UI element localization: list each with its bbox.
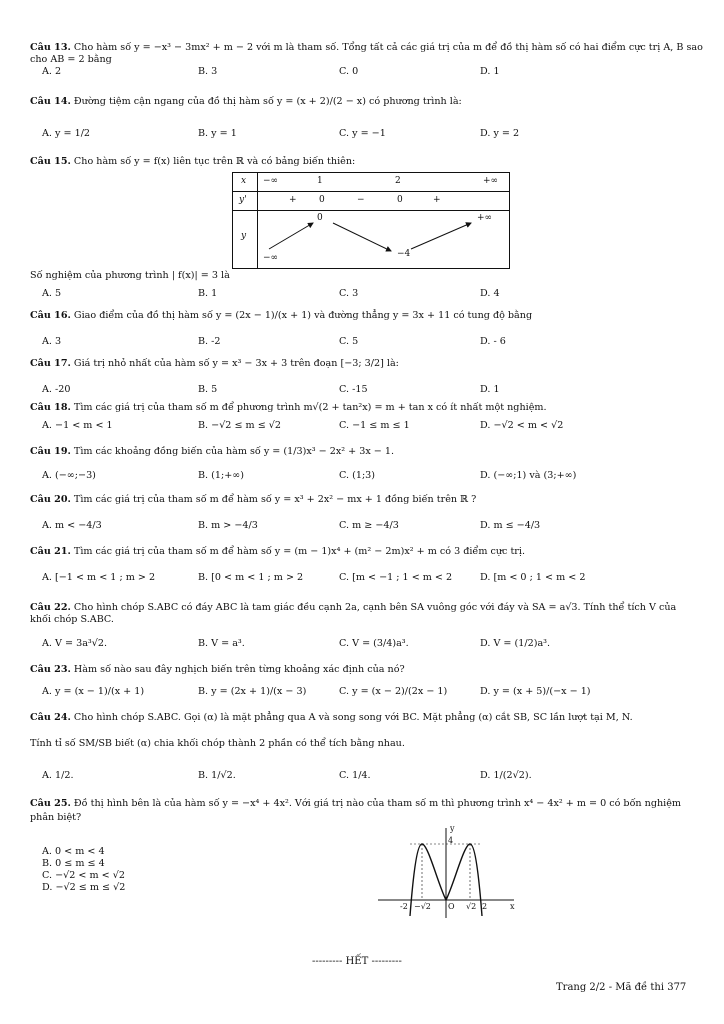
option-a: A. V = 3a³√2. [42, 638, 108, 649]
arrow-up [269, 223, 313, 249]
option-d: D. 1/(2√2). [480, 770, 532, 781]
option-d: D. 1 [480, 66, 500, 77]
function-graph [372, 824, 520, 920]
option-b: B. −√2 ≤ m ≤ √2 [198, 420, 281, 431]
arrow-down [333, 223, 391, 251]
table-y-value: −∞ [263, 253, 279, 263]
option-b: B. V = a³. [198, 638, 245, 649]
option-c: C. 5 [339, 336, 359, 347]
option-a: A. (−∞;−3) [42, 470, 96, 481]
option-c: C. y = (x − 2)/(2x − 1) [339, 686, 448, 697]
option-a: A. −1 < m < 1 [42, 420, 113, 431]
question-label: Câu 20. [30, 494, 71, 505]
table-sign: + [433, 195, 441, 205]
question-label: Câu 25. [30, 798, 71, 809]
option-b: B. 0 ≤ m ≤ 4 [42, 858, 105, 869]
question-13-cont [30, 54, 695, 66]
question-text: Đồ thị hình bên là của hàm số y = −x⁴ + 4x². Với giá trị nào của tham số m thì phương trình x⁴ − 4x² + m = 0 có bốn nghiệm [73, 798, 682, 809]
question-text: Đường tiệm cận ngang của đồ thị hàm số y = (x + 2)/(2 − x) có phương trình là: [73, 96, 462, 107]
table-sign: 0 [319, 195, 325, 205]
arrow-up [411, 223, 471, 249]
question-18 [30, 402, 695, 414]
option-a: A. -20 [42, 384, 71, 395]
option-c: C. 3 [339, 288, 359, 299]
question-label: Câu 13. [30, 42, 71, 53]
option-c: C. 0 [339, 66, 359, 77]
question-19 [30, 446, 695, 458]
question-text: Giá trị nhỏ nhất của hàm số y = x³ − 3x + 3 trên đoạn [−3; 3/2] là: [73, 358, 399, 369]
table-y-value: −4 [397, 249, 411, 259]
question-21 [30, 546, 695, 558]
table-arrows [233, 173, 509, 268]
option-a: A. 0 < m < 4 [42, 846, 105, 857]
option-c: C. −√2 < m < √2 [42, 870, 125, 881]
option-c: C. 1/4. [339, 770, 371, 781]
question-label: Câu 19. [30, 446, 71, 457]
option-c: C. -15 [339, 384, 368, 395]
option-b: B. m > −4/3 [198, 520, 258, 531]
option-d: D. (−∞;1) và (3;+∞) [480, 470, 577, 481]
page-number: Trang 2/2 - Mã đề thi 377 [556, 982, 687, 993]
question-label: Câu 18. [30, 402, 71, 413]
option-d: D. y = (x + 5)/(−x − 1) [480, 686, 591, 697]
x-tick: -2 [400, 902, 408, 911]
question-text: Tìm các giá trị của tham số m để hàm số y = x³ + 2x² − mx + 1 đồng biến trên ℝ ? [73, 494, 477, 505]
question-text: cho AB = 2 bằng [30, 54, 112, 65]
question-22 [30, 602, 695, 614]
question-16 [30, 310, 695, 322]
option-d: D. m ≤ −4/3 [480, 520, 541, 531]
table-x-value: 2 [395, 176, 401, 186]
question-24 [30, 712, 695, 724]
question-25 [30, 798, 695, 810]
option-c: C. [m < −1 ; 1 < m < 2 [339, 572, 453, 583]
option-c: C. y = −1 [339, 128, 386, 139]
question-label: Câu 16. [30, 310, 71, 321]
option-d: D. - 6 [480, 336, 506, 347]
x-tick: 2 [482, 902, 488, 911]
option-b: B. 1/√2. [198, 770, 236, 781]
option-c: C. V = (3/4)a³. [339, 638, 409, 649]
question-label: Câu 23. [30, 664, 71, 675]
table-x-label: x [241, 176, 247, 186]
option-d: D. 4 [480, 288, 500, 299]
question-text: Tính tỉ số SM/SB biết (α) chia khối chóp thành 2 phần có thể tích bằng nhau. [30, 738, 405, 749]
option-d: D. −√2 ≤ m ≤ √2 [42, 882, 126, 893]
options-25 [42, 846, 125, 894]
table-sign: 0 [397, 195, 403, 205]
option-b: B. 5 [198, 384, 218, 395]
option-a: A. 1/2. [42, 770, 74, 781]
variation-table [232, 172, 510, 269]
option-b: B. y = (2x + 1)/(x − 3) [198, 686, 307, 697]
option-a: A. 5 [42, 288, 62, 299]
table-y-value: +∞ [477, 213, 493, 223]
question-text: Số nghiệm của phương trình | f(x)| = 3 là [30, 270, 230, 281]
option-a: A. [−1 < m < 1 ; m > 2 [42, 572, 156, 583]
table-x-value: 1 [317, 176, 323, 186]
option-d: D. −√2 < m < √2 [480, 420, 564, 431]
x-tick: √2 [466, 902, 477, 911]
end-marker: --------- HẾT --------- [312, 956, 402, 967]
option-a: A. y = (x − 1)/(x + 1) [42, 686, 145, 697]
question-15-cont [30, 270, 695, 282]
table-y-label: y [241, 231, 247, 241]
question-text: Tìm các khoảng đồng biến của hàm số y = (1/3)x³ − 2x² + 3x − 1. [73, 446, 395, 457]
question-label: Câu 17. [30, 358, 71, 369]
question-text: Cho hình chóp S.ABC có đáy ABC là tam giác đều cạnh 2a, cạnh bên SA vuông góc với đáy và SA = a√3. Tính thể tích V của [73, 602, 677, 613]
y-axis-label: y [450, 824, 455, 833]
question-text: Cho hàm số y = f(x) liên tục trên ℝ và có bảng biến thiên: [73, 156, 356, 167]
option-c: C. (1;3) [339, 470, 376, 481]
question-text: Cho hình chóp S.ABC. Gọi (α) là mặt phẳng qua A và song song với BC. Mặt phẳng (α) cắt SB, SC lần lượt tại M, N. [73, 712, 633, 723]
table-x-value: +∞ [483, 176, 499, 186]
question-text: Hàm số nào sau đây nghịch biến trên từng khoảng xác định của nó? [73, 664, 405, 675]
question-text: Cho hàm số y = −x³ − 3mx² + m − 2 với m là tham số. Tổng tất cả các giá trị của m để đồ thị hàm số có hai điểm cực trị A, B sao [73, 42, 703, 53]
option-a: A. 3 [42, 336, 62, 347]
question-13 [30, 42, 703, 54]
question-22-cont [30, 614, 695, 626]
question-label: Câu 14. [30, 96, 71, 107]
option-d: D. V = (1/2)a³. [480, 638, 551, 649]
question-label: Câu 22. [30, 602, 71, 613]
x-tick: O [448, 902, 455, 911]
question-20 [30, 494, 695, 506]
question-text: Tìm các giá trị của tham số m để hàm số y = (m − 1)x⁴ + (m² − 2m)x² + m có 3 điểm cực trị. [73, 546, 526, 557]
question-25-cont [30, 812, 695, 824]
option-a: A. m < −4/3 [42, 520, 102, 531]
table-sign: + [289, 195, 297, 205]
option-b: B. (1;+∞) [198, 470, 245, 481]
option-a: A. y = 1/2 [42, 128, 91, 139]
question-label: Câu 15. [30, 156, 71, 167]
option-a: A. 2 [42, 66, 62, 77]
question-15 [30, 156, 695, 168]
option-b: B. [0 < m < 1 ; m > 2 [198, 572, 304, 583]
table-sign: − [357, 195, 365, 205]
option-c: C. m ≥ −4/3 [339, 520, 399, 531]
question-text: phân biệt? [30, 812, 82, 823]
option-d: D. [m < 0 ; 1 < m < 2 [480, 572, 586, 583]
option-b: B. 3 [198, 66, 218, 77]
option-b: B. y = 1 [198, 128, 237, 139]
question-24-cont [30, 738, 695, 750]
table-yprime-label: y' [239, 195, 247, 205]
x-axis-label: x [510, 902, 515, 911]
y-tick: 4 [448, 836, 454, 845]
question-text: Giao điểm của đồ thị hàm số y = (2x − 1)/(x + 1) và đường thẳng y = 3x + 11 có tung độ bằng [73, 310, 533, 321]
table-y-value: 0 [317, 213, 323, 223]
question-17 [30, 358, 695, 370]
question-text: Tìm các giá trị của tham số m để phương trình m√(2 + tan²x) = m + tan x có ít nhất một nghiệm. [73, 402, 547, 413]
option-d: D. y = 2 [480, 128, 520, 139]
question-label: Câu 24. [30, 712, 71, 723]
graph-svg [372, 824, 520, 920]
question-14 [30, 96, 695, 108]
x-tick: −√2 [414, 902, 431, 911]
option-b: B. -2 [198, 336, 221, 347]
option-c: C. −1 ≤ m ≤ 1 [339, 420, 410, 431]
option-b: B. 1 [198, 288, 218, 299]
question-23 [30, 664, 695, 676]
question-label: Câu 21. [30, 546, 71, 557]
table-x-value: −∞ [263, 176, 279, 186]
option-d: D. 1 [480, 384, 500, 395]
question-text: khối chóp S.ABC. [30, 614, 114, 625]
